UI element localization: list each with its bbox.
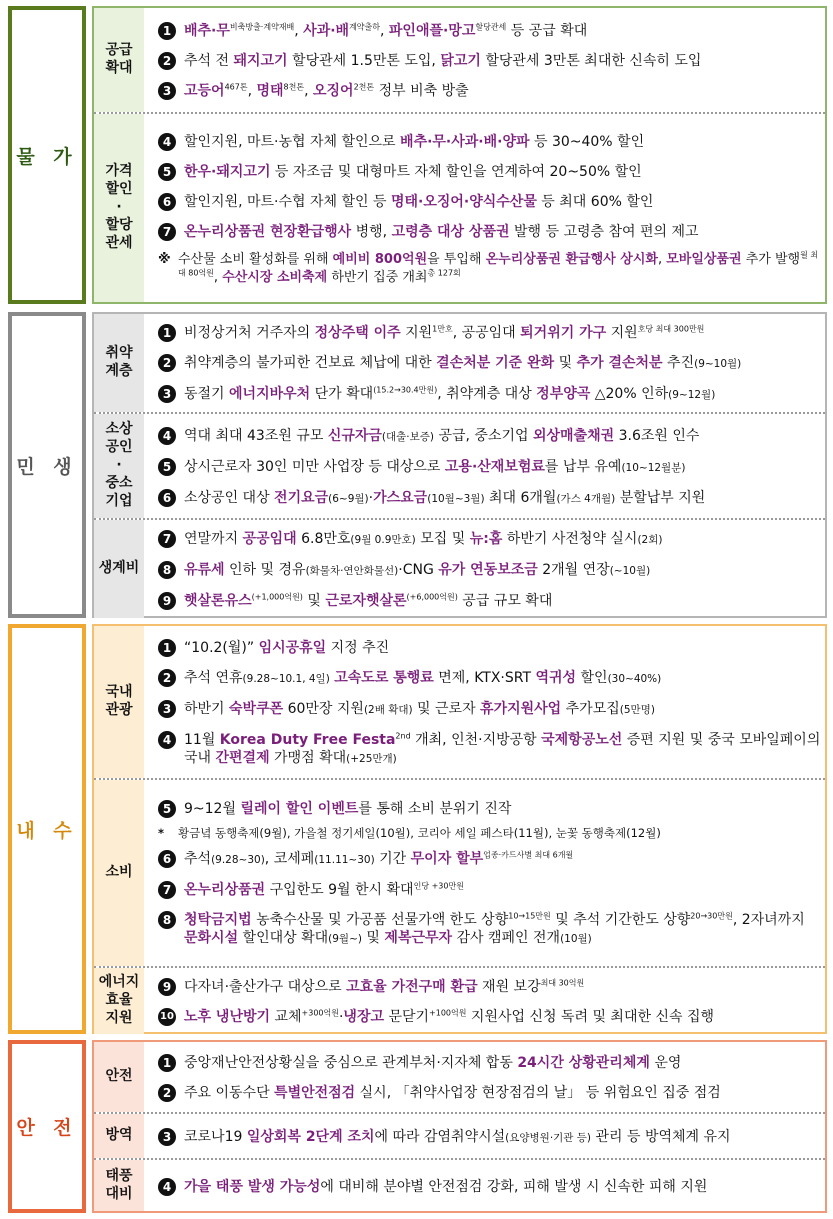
group-items [144,520,825,618]
circled-number: 2 [158,52,176,70]
item-text: 한우·돼지고기 등 자조금 및 대형마트 자체 할인을 연계하여 20~50% 할인 [184,164,642,180]
section-domestic-demand [8,624,827,1034]
circled-number: 8 [158,561,176,579]
group-items [144,8,825,112]
section-title: 안 전 [8,1040,86,1213]
group-items [144,780,825,966]
list-item [158,348,821,379]
circled-number: 9 [158,978,176,996]
group-items [144,1042,825,1112]
circled-number: 9 [158,592,176,610]
item-text: 동절기 에너지바우처 단가 확대$^{(15.2\to 30.4만원)}$, 취약계층 대상 정부양곡 △20% 인하(9~12월) [184,385,716,402]
list-item [158,633,821,663]
item-text: 온누리상품권 구입한도 9월 한시 확대$^{인당 +30만원}$ [184,881,464,898]
note-text: 수산물 소비 활성화를 위해 예비비 800억원을 투입해 온누리상품권 환급행사 상시화, 모바일상품권 추가 발행$^{월 최대 80억원}$, 수산시장 소비축제 하반기 집중 개최$^{총 127회}$ [178,250,819,285]
item-text: 다자녀·출산가구 대상으로 고효율 가전구매 환급 재원 보강$^{최대 30억원}$ [184,978,585,995]
note-text: 황금녘 동행축제(9월), 가을철 정기세일(10월), 코리아 세일 페스타(11월), 눈꽃 동행축제(12월) [178,826,661,840]
circled-number: 2 [158,354,176,372]
group-label: 방역 [94,1114,144,1158]
group-label: 국내 관광 [94,626,144,778]
list-item [158,421,821,452]
item-text: 고등어$^{467톤}$, 명태$^{8천톤}$, 오징어$^{2천톤}$ 정부 비축 방출 [184,82,469,99]
circled-number: 5 [158,163,176,181]
circled-number: 5 [158,800,176,818]
list-item [158,1048,821,1078]
circled-number: 2 [158,669,176,687]
item-text: 유류세 인하 및 경유(화물차·연안화물선)·CNG 유가 연동보조금 2개월 연장(~10월) [184,562,651,578]
group-items [144,1160,825,1211]
item-text: 추석(9.28~30), 코세페(11.11~30) 기간 무이자 할부$^{업종\cdot 카드사별 최대 6개월}$ [184,850,574,867]
note [158,247,821,291]
list-item [158,1172,821,1202]
circled-number: 1 [158,324,176,342]
item-text: 추석 전 돼지고기 할당관세 1.5만톤 도입, 닭고기 할당관세 3만톤 최대한 신속히 도입 [184,53,702,69]
item-text: 9~12월 릴레이 할인 이벤트를 통해 소비 분위기 진작 [184,801,512,817]
section-title: 내 수 [8,624,86,1034]
group-safety [94,1042,825,1112]
note-mark: * [158,826,165,840]
group-label: 태풍 대비 [94,1160,144,1211]
list-item [158,46,821,76]
group-living-cost [94,518,825,618]
list-item [158,794,821,824]
list-item [158,452,821,483]
circled-number: 4 [158,427,176,445]
group-items [144,414,825,518]
item-text: 역대 최대 43조원 규모 신규자금(대출·보증) 공급, 중소기업 외상매출채권 3.6조원 인수 [184,427,700,444]
list-item [158,157,821,187]
item-text: 11월 Korea Duty Free Festa$^{2nd}$ 개최, 인천·지방공항 국제항공노선 증편 지원 및 중국 모바일페이의 국내 간편결제 가맹점 확대(+25만개) [184,730,821,766]
circled-number: 4 [158,731,176,749]
item-text: 할인지원, 마트·수협 자체 할인 등 명태·오징어·양식수산물 등 최대 60% 할인 [184,194,654,210]
list-item [158,1078,821,1108]
note [158,824,821,844]
group-label: 취약 계층 [94,314,144,412]
group-items [144,626,825,778]
circled-number: 3 [158,385,176,403]
circled-number: 10 [158,1008,176,1026]
list-item [158,905,821,954]
list-item [158,524,821,555]
circled-number: 3 [158,1128,176,1146]
circled-number: 3 [158,700,176,718]
group-label: 공급 확대 [94,8,144,112]
circled-number: 7 [158,881,176,899]
group-label: 소상 공인 · 중소 기업 [94,414,144,518]
list-item [158,694,821,725]
item-text: 소상공인 대상 전기요금(6~9월)·가스요금(10월~3월) 최대 6개월(가스 4개월) 분할납부 지원 [184,489,706,506]
list-item [158,1002,821,1032]
section-groups [92,6,827,304]
list-item [158,187,821,217]
section-groups [92,312,827,618]
item-text: 취약계층의 불가피한 건보료 체납에 대한 결손처분 기준 완화 및 추가 결손처분 추진(9~10월) [184,355,742,371]
list-item [158,483,821,514]
section-safety [8,1040,827,1213]
item-text: “10.2(월)” 임시공휴일 지정 추진 [184,639,390,656]
item-text: 온누리상품권 현장환급행사 병행, 고령층 대상 상품권 발행 등 고령층 참여 편의 제고 [184,224,699,240]
circled-number: 4 [158,1178,176,1196]
circled-number: 6 [158,193,176,211]
group-label: 에너지 효율 지원 [94,968,144,1034]
item-text: 하반기 숙박쿠폰 60만장 지원(2배 확대) 및 근로자 휴가지원사업 추가모집(5만명) [184,700,655,717]
item-text: 코로나19 일상회복 2단계 조치에 따라 감염취약시설(요양병원·기관 등) 관리 등 방역체계 유지 [184,1128,731,1145]
group-items [144,968,825,1034]
section-prices [8,6,827,304]
item-text: 청탁금지법 농축수산물 및 가공품 선물가액 한도 상향$^{10\to 15만원}$ 및 추석 기간한도 상향$^{20\to 30만원}$, 2자녀까지 문화시설 할인대상 확대(9월~) 및 제복근무자 감사 캠페인 전개(10월) [184,911,805,946]
list-item [158,586,821,616]
item-text: 가을 태풍 발생 가능성에 대비해 분야별 안전점검 강화, 피해 발생 시 신속한 피해 지원 [184,1178,708,1195]
group-typhoon [94,1158,825,1211]
group-quarantine [94,1112,825,1158]
circled-number: 1 [158,639,176,657]
group-label: 생계비 [94,520,144,618]
group-small-business [94,412,825,518]
item-text: 주요 이동수단 특별안전점검 실시, 「취약사업장 현장점검의 날」 등 위험요인 집중 점검 [184,1085,721,1101]
group-label: 소비 [94,780,144,966]
circled-number: 3 [158,82,176,100]
list-item [158,127,821,157]
group-items [144,114,825,302]
list-item [158,379,821,410]
item-text: 추석 연휴(9.28~10.1, 4일) 고속도로 통행료 면제, KTX·SRT 역귀성 할인(30~40%) [184,669,662,686]
section-title: 민 생 [8,312,86,618]
circled-number: 6 [158,850,176,868]
item-text: 비정상거처 거주자의 정상주택 이주 지원$^{1만호}$, 공공임대 퇴거위기 가구 지원$^{호당 최대 300만원}$ [184,324,705,341]
list-item [158,844,821,875]
group-tourism [94,626,825,778]
list-item [158,217,821,247]
item-text: 노후 냉난방기 교체$^{+300억원}$·냉장고 문닫기$^{+100억원}$ 지원사업 신청 독려 및 최대한 신속 집행 [184,1008,715,1025]
circled-number: 7 [158,223,176,241]
group-items [144,314,825,412]
section-title: 물 가 [8,6,86,304]
section-groups [92,1040,827,1213]
group-energy-efficiency [94,966,825,1034]
note-mark: ※ [158,252,171,267]
group-items [144,1114,825,1158]
item-text: 할인지원, 마트·농협 자체 할인으로 배추·무·사과·배·양파 등 30~40% 할인 [184,134,645,150]
item-text: 햇살론유스$^{(+1,000억원)}$ 및 근로자햇살론$^{(+6,000억원)}$ 공급 규모 확대 [184,592,553,609]
circled-number: 5 [158,458,176,476]
group-vulnerable [94,314,825,412]
item-text: 중앙재난안전상황실을 중심으로 관계부처·지자체 합동 24시간 상황관리체계 운영 [184,1055,682,1071]
group-consumption [94,778,825,966]
group-label: 가격 할인 · 할당 관세 [94,114,144,302]
list-item [158,555,821,586]
group-supply [94,8,825,112]
list-item [158,725,821,774]
section-livelihood [8,312,827,618]
group-discount [94,112,825,302]
circled-number: 7 [158,530,176,548]
circled-number: 8 [158,911,176,929]
circled-number: 2 [158,1084,176,1102]
list-item [158,16,821,46]
list-item [158,76,821,106]
list-item [158,972,821,1002]
circled-number: 6 [158,489,176,507]
group-label: 안전 [94,1042,144,1112]
list-item [158,663,821,694]
section-groups [92,624,827,1034]
circled-number: 1 [158,1054,176,1072]
list-item [158,875,821,905]
item-text: 상시근로자 30인 미만 사업장 등 대상으로 고용·산재보험료를 납부 유예(10~12월분) [184,458,686,475]
list-item [158,318,821,348]
item-text: 연말까지 공공임대 6.8만호(9월 0.9만호) 모집 및 뉴:홈 하반기 사전청약 실시(2회) [184,531,663,547]
list-item [158,1122,821,1153]
circled-number: 1 [158,22,176,40]
item-text: 배추·무$^{비축방출\cdot 계약재배}$, 사과·배$^{계약출하}$, 파인애플·망고$^{할당관세}$ 등 공급 확대 [184,22,588,39]
circled-number: 4 [158,133,176,151]
